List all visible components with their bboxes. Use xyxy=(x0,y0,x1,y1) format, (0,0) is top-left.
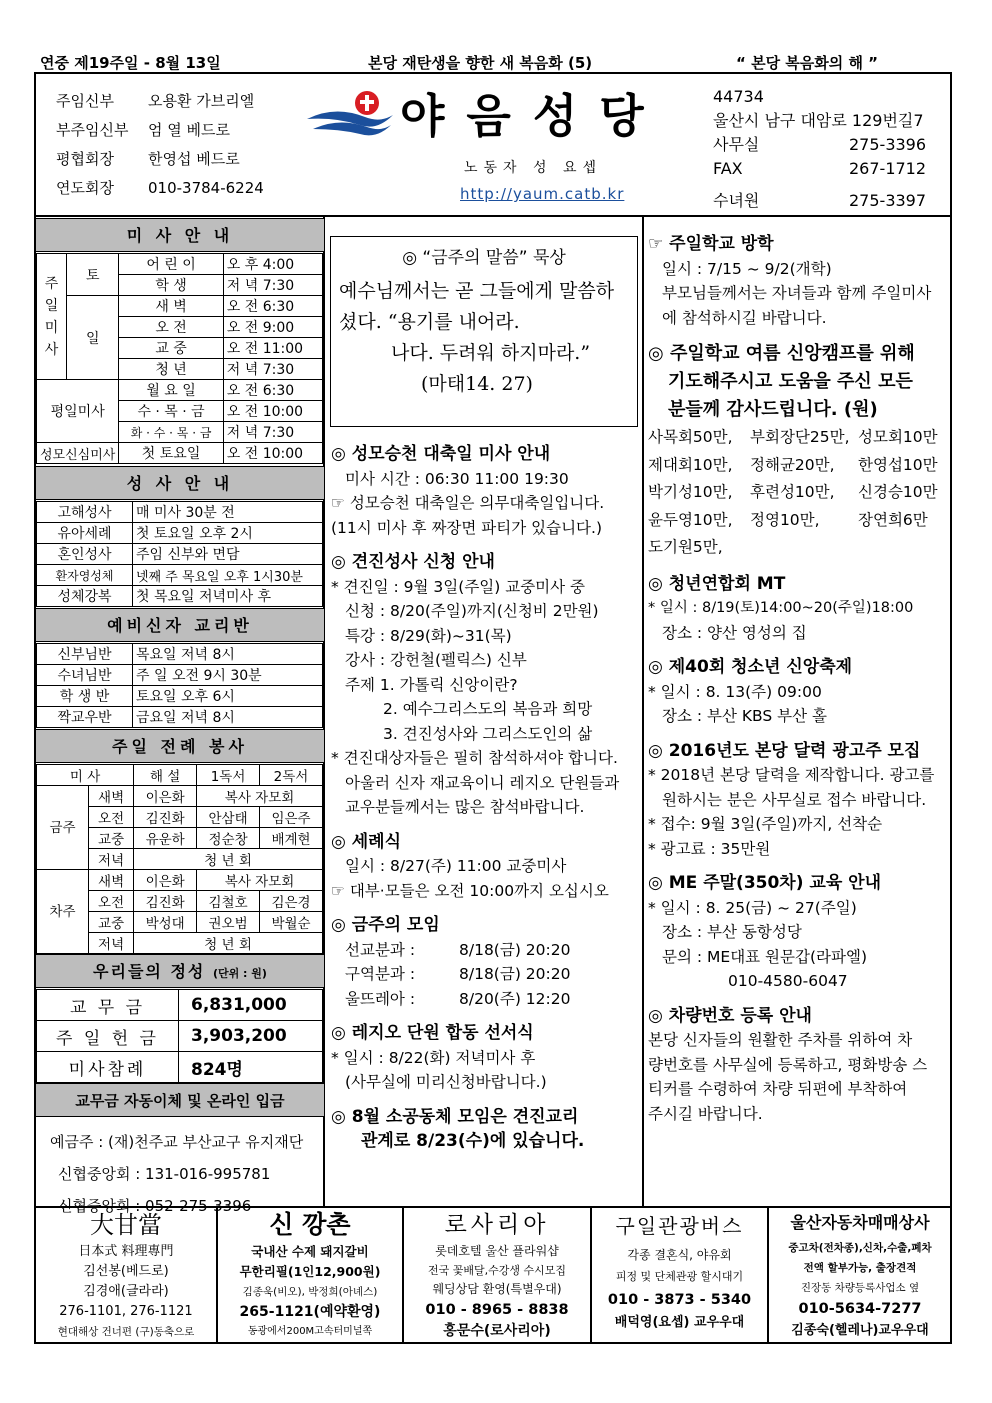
notice-line: 아울러 신자 재교육이니 레지오 단원들과 xyxy=(345,773,620,792)
bank-account: 신협중앙회 : 131-016-995781 xyxy=(58,1165,271,1183)
ad-line: 웨딩상담 환영(특별우대) xyxy=(432,1282,562,1296)
youth-festival-title: ◎ 제40회 청소년 신앙축제 xyxy=(648,657,853,677)
offering-label: 교 무 금 xyxy=(37,990,179,1021)
notice-line: (11시 미사 후 짜장면 파티가 있습니다.) xyxy=(331,518,603,537)
ad-line: 롯데호텔 울산 플라워샵 xyxy=(435,1244,559,1258)
notice-line: 2. 예수그리스도의 복음과 희망 xyxy=(383,700,593,718)
legio-title: ◎ 레지오 단원 합동 선서식 xyxy=(331,1023,534,1043)
notice-line: 부모님들께서는 자녀들과 함께 주일미사 xyxy=(662,284,932,302)
mass-name: 학 생 xyxy=(119,275,223,296)
sacrament-time: 첫 토요일 오후 2시 xyxy=(133,523,323,544)
mass-time: 오 전 9:00 xyxy=(223,317,322,338)
liturgy-commentator: 박성대 xyxy=(134,912,197,933)
liturgy-reader: 복사 자모회 xyxy=(197,870,323,891)
calendar-ad-title: ◎ 2016년도 본당 달력 광고주 모집 xyxy=(648,740,921,761)
staff-role: 평협회장 xyxy=(56,150,114,168)
sacrament-name: 고해성사 xyxy=(37,502,133,523)
mass-time: 오 후 4:00 xyxy=(223,254,322,275)
notice-line: 주시길 바랍니다. xyxy=(648,1104,763,1123)
ad-line: 010-5634-7277 xyxy=(798,1301,922,1317)
ad-line: 각종 결혼식, 야유회 xyxy=(627,1248,732,1262)
staff-role: 부주임신부 xyxy=(56,121,129,139)
liturgy-reader: 김철호 xyxy=(197,891,260,912)
meeting-time: 8/20(주) 12:20 xyxy=(459,989,571,1008)
liturgy-mass: 교중 xyxy=(89,912,134,933)
notice-line: 장소 : 부산 동항성당 xyxy=(662,923,802,941)
sacraments-section-title: 성 사 안 내 xyxy=(36,466,324,500)
sunday-mass-label: 주일미사 xyxy=(37,254,67,380)
community-notice: ◎ 8월 소공동체 모임은 견진교리 xyxy=(331,1106,579,1127)
catechumen-section-title: 예비신자 교리반 xyxy=(36,608,324,642)
baptism-title: ◎ 세례식 xyxy=(331,831,402,852)
liturgy-header: 미 사 xyxy=(37,765,134,786)
ad-line: 김선봉(베드로) xyxy=(83,1264,169,1279)
staff-list xyxy=(56,87,264,203)
first-saturday-label: 성모신심미사 xyxy=(37,443,119,464)
ad-line: 010 - 3873 - 5340 xyxy=(607,1292,752,1308)
class-name: 짝교우반 xyxy=(37,707,133,728)
class-time: 주 일 오전 9시 30분 xyxy=(133,665,323,686)
ad-line: 김종숙(헬레나)교우우대 xyxy=(791,1323,929,1338)
donor: 신경승10만 xyxy=(858,483,938,501)
liturgy-header: 해 설 xyxy=(134,765,197,786)
class-time: 목요일 저녁 8시 xyxy=(133,644,323,665)
sacrament-time: 첫 목요일 저녁미사 후 xyxy=(133,586,323,607)
offering-section-title xyxy=(36,954,324,988)
header-divider xyxy=(34,215,952,217)
mass-schedule-table xyxy=(36,253,323,464)
staff-phone: 010-3784-6224 xyxy=(148,179,264,197)
mass-name: 청 년 xyxy=(119,359,223,380)
notice-line: * 일시 : 8. 25(금) ~ 27(주일) xyxy=(648,898,857,917)
mass-name: 오 전 xyxy=(119,317,223,338)
ad-restaurant xyxy=(36,1208,216,1344)
notice-line: 티커를 수령하여 차량 뒤편에 부착하여 xyxy=(648,1080,908,1098)
notice-line: 량번호를 사무실에 등록하고, 평화방송 스 xyxy=(648,1055,928,1074)
liturgy-group: 청 년 회 xyxy=(134,849,323,870)
staff-role: 주임신부 xyxy=(56,92,114,110)
sacrament-time: 넷째 주 목요일 오후 1시30분 xyxy=(133,565,323,586)
address: 울산시 남구 대암로 129번길7 xyxy=(713,111,924,130)
class-name: 수녀님반 xyxy=(37,665,133,686)
car-registration-title: ◎ 차량번호 등록 안내 xyxy=(648,1005,812,1026)
notice-line: 신청 : 8/20(주일)까지(신청비 2만원) xyxy=(345,602,599,620)
donor: 정영10만, xyxy=(750,510,820,529)
ad-line: 276-1101, 276-1121 xyxy=(59,1304,193,1319)
notice-line: * 일시 : 8/22(화) 저녁미사 후 xyxy=(331,1048,536,1067)
auto-transfer-title: 교무금 자동이체 및 온라인 입금 xyxy=(36,1083,324,1117)
notice-line: * 접수: 9월 3일(주일)까지, 선착순 xyxy=(648,815,883,833)
theme-title: 본당 재탄생을 향한 새 복음화 (5) xyxy=(368,54,593,72)
ad-title: 신 깡촌 xyxy=(269,1210,351,1239)
bank-account: 신협중앙회 : 052-275-3396 xyxy=(58,1197,252,1215)
me-weekend-title: ◎ ME 주말(350차) 교육 안내 xyxy=(648,873,882,893)
notice-line: ☞ 대부·모들은 오전 10:00까지 오십시오 xyxy=(331,881,609,900)
office-phone: 275-3396 xyxy=(849,135,927,154)
notice-line: 일시 : 8/27(주) 11:00 교중미사 xyxy=(345,857,567,875)
donor: 장연희6만 xyxy=(858,510,928,529)
saturday-label: 토 xyxy=(67,254,119,296)
mass-time: 저 녁 7:30 xyxy=(223,275,322,296)
fax-number: 267-1712 xyxy=(849,159,927,178)
mass-time: 저 녁 7:30 xyxy=(223,422,322,443)
notice-line: * 2018년 본당 달력을 제작합니다. 광고를 xyxy=(648,766,935,784)
liturgy-reader: 김은경 xyxy=(260,891,323,912)
ad-tour-bus xyxy=(590,1208,767,1344)
liturgy-mass: 저녁 xyxy=(89,849,134,870)
donor: 부회장단25만, xyxy=(750,428,850,446)
mass-name: 수 · 목 · 금 xyxy=(119,401,223,422)
donor: 한영섭10만 xyxy=(858,455,938,474)
notice-line: 본당 신자들의 원활한 주차를 위하여 차 xyxy=(648,1031,913,1049)
ad-title: 로사리아 xyxy=(444,1212,550,1238)
liturgy-commentator: 김진화 xyxy=(134,891,197,912)
liturgy-mass: 교중 xyxy=(89,828,134,849)
catechumen-table xyxy=(36,643,323,728)
sacrament-time: 매 미사 30분 전 xyxy=(133,502,323,523)
liturgy-header: 2독서 xyxy=(260,765,323,786)
mass-time: 오 전 10:00 xyxy=(223,401,322,422)
notice-line: 문의 : ME대표 원문갑(라파엘) xyxy=(662,947,867,966)
ad-line: 진장동 차량등록사업소 옆 xyxy=(800,1282,920,1294)
offering-title: 우리들의 정성 xyxy=(93,962,206,981)
offering-label: 주 일 헌 금 xyxy=(37,1021,179,1052)
parish-url-link[interactable]: http://yaum.catb.kr xyxy=(460,185,625,203)
offering-amount: 3,903,200 xyxy=(179,1021,323,1052)
contact-label: 수녀원 xyxy=(713,191,760,210)
weekday-mass-label: 평일미사 xyxy=(37,380,119,443)
scripture-line: 나다. 두려워 하지마라.” xyxy=(391,342,591,364)
ad-line: 국내산 수제 돼지갈비 xyxy=(251,1244,369,1259)
parish-name: 야음성당 xyxy=(400,89,666,143)
youth-mt-title: ◎ 청년연합회 MT xyxy=(648,573,786,594)
notice-line: * 견진일 : 9월 3일(주일) 교중미사 중 xyxy=(331,577,586,596)
donor: 도기원5만, xyxy=(648,538,723,556)
offering-table xyxy=(36,989,323,1083)
offering-unit: (단위 : 원) xyxy=(212,967,267,980)
vacation-title: ☞ 주일학교 방학 xyxy=(648,234,774,254)
donor: 성모회10만 xyxy=(858,428,938,446)
attendance-count: 824명 xyxy=(179,1052,323,1083)
class-time: 토요일 오후 6시 xyxy=(133,686,323,707)
ad-title: 구일관광버스 xyxy=(615,1214,744,1238)
notice-line: * 일시 : 8. 13(주) 09:00 xyxy=(648,682,822,701)
ad-line: 홍문수(로사리아) xyxy=(443,1323,551,1339)
notice-line: 주제 1. 가톨릭 신앙이란? xyxy=(345,675,518,694)
meeting-group: 선교분과 : xyxy=(345,940,416,959)
mass-time: 저 녁 7:30 xyxy=(223,359,322,380)
notice-line: (사무실에 미리신청바랍니다.) xyxy=(345,1073,547,1091)
donor: 후련성10만, xyxy=(750,483,835,501)
this-week-label: 금주 xyxy=(37,786,89,870)
ad-line: 김경애(글라라) xyxy=(83,1284,169,1299)
class-name: 학 생 반 xyxy=(37,686,133,707)
parish-patron: 노동자 성 요셉 xyxy=(464,160,603,176)
column-divider xyxy=(642,216,644,1208)
ad-title: 大甘當 xyxy=(90,1211,162,1239)
scripture-line: 예수님께서는 곧 그들에게 말씀하 xyxy=(339,280,615,302)
ad-line: 동광에서200M고속터미널쪽 xyxy=(247,1326,373,1337)
liturgy-reader: 복사 자모회 xyxy=(197,786,323,807)
ad-galbi xyxy=(216,1208,402,1344)
ad-line: 중고차(전차종),신차,수출,폐차 xyxy=(788,1242,932,1254)
donor: 제대회10만, xyxy=(648,455,733,474)
liturgy-mass: 오전 xyxy=(89,891,134,912)
mass-time: 오 전 10:00 xyxy=(223,443,322,464)
meeting-group: 구역분과 : xyxy=(345,965,416,983)
sacrament-time: 주임 신부와 면담 xyxy=(133,544,323,565)
issue-date: 연중 제19주일 - 8월 13일 xyxy=(40,54,221,72)
right-notices xyxy=(648,222,950,1126)
sacraments-table xyxy=(36,501,323,607)
postal-code: 44734 xyxy=(713,87,764,106)
notice-line: 교우분들께서는 많은 참석바랍니다. xyxy=(345,798,585,816)
notice-line: ☞ 성모승천 대축일은 의무대축일입니다. xyxy=(331,494,605,512)
mass-name: 월 요 일 xyxy=(119,380,223,401)
notice-line: 에 참석하시길 바랍니다. xyxy=(662,308,827,327)
donor: 윤두영10만, xyxy=(648,510,733,529)
staff-name: 엄 열 베드로 xyxy=(148,121,230,139)
notice-line: 장소 : 양산 영성의 집 xyxy=(662,623,807,642)
offering-label: 미사참례 xyxy=(37,1052,179,1083)
ad-line: 피정 및 단체관광 할시대기 xyxy=(615,1270,744,1283)
class-time: 금요일 저녁 8시 xyxy=(133,707,323,728)
notice-line: 3. 견진성사와 그리스도인의 삶 xyxy=(383,724,593,743)
ad-car-dealer xyxy=(767,1208,951,1344)
notice-line: 일시 : 7/15 ~ 9/2(개학) xyxy=(662,259,832,278)
ad-line: 배덕영(요셉) 교우우대 xyxy=(614,1315,745,1330)
mass-name: 새 벽 xyxy=(119,296,223,317)
donor: 사목회50만, xyxy=(648,428,733,446)
liturgy-commentator: 유운하 xyxy=(134,828,197,849)
liturgy-reader: 권오범 xyxy=(197,912,260,933)
scripture-reference: (마태14. 27) xyxy=(421,373,533,395)
liturgy-reader: 정순창 xyxy=(197,828,260,849)
liturgy-commentator: 이은화 xyxy=(134,870,197,891)
liturgy-section-title: 주일 전례 봉사 xyxy=(36,729,324,763)
sacrament-name: 유아세례 xyxy=(37,523,133,544)
staff-name: 오용환 가브리엘 xyxy=(148,92,255,110)
ad-line: 전국 꽃배달,수강생 수시모집 xyxy=(427,1264,566,1277)
mass-time: 오 전 6:30 xyxy=(223,296,322,317)
convent-phone: 275-3397 xyxy=(849,191,927,210)
ad-line: 현대해상 건너편 (구)동축으로 xyxy=(57,1326,195,1338)
notice-line: 010-4580-6047 xyxy=(728,972,848,990)
middle-notices xyxy=(331,432,641,1154)
meetings-title: ◎ 금주의 모임 xyxy=(331,915,440,935)
weekly-word-title: ◎ “금주의 말씀” 묵상 xyxy=(402,248,566,268)
contact-label: 사무실 xyxy=(713,135,760,154)
assumption-title: ◎ 성모승천 대축일 미사 안내 xyxy=(331,444,551,464)
donor: 박기성10만, xyxy=(648,483,733,501)
account-holder: 예금주 : (재)천주교 부산교구 유지재단 xyxy=(50,1133,304,1151)
ad-line: 265-1121(예약환영) xyxy=(239,1304,381,1320)
mass-section-title: 미 사 안 내 xyxy=(36,218,324,252)
liturgy-table xyxy=(36,764,323,954)
mass-name: 어 린 이 xyxy=(119,254,223,275)
liturgy-group: 청 년 회 xyxy=(134,933,323,954)
mass-name: 화 · 수 · 목 · 금 xyxy=(119,422,223,443)
mass-time: 오 전 6:30 xyxy=(223,380,322,401)
sacrament-name: 성체강복 xyxy=(37,586,133,607)
mass-time: 오 전 11:00 xyxy=(223,338,322,359)
liturgy-reader: 박월순 xyxy=(260,912,323,933)
staff-name: 한영섭 베드로 xyxy=(148,150,240,168)
camp-title: 분들께 감사드립니다. (원) xyxy=(668,399,878,420)
parish-logo xyxy=(305,87,395,147)
ad-flower-shop xyxy=(402,1208,590,1344)
camp-title: 기도해주시고 도움을 주신 모든 xyxy=(668,371,913,392)
ad-title: 울산자동차매매상사 xyxy=(790,1213,930,1232)
class-name: 신부님반 xyxy=(37,644,133,665)
liturgy-reader: 배계현 xyxy=(260,828,323,849)
liturgy-reader: 임은주 xyxy=(260,807,323,828)
liturgy-header: 1독서 xyxy=(197,765,260,786)
notice-line: 강사 : 강헌철(펠릭스) 신부 xyxy=(345,651,527,669)
sacrament-name: 환자영성체 xyxy=(37,565,133,586)
notice-line: * 일시 : 8/19(토)14:00~20(주일)18:00 xyxy=(648,600,914,616)
meeting-group: 울뜨레아 : xyxy=(345,989,416,1008)
confirmation-title: ◎ 견진성사 신청 안내 xyxy=(331,552,495,572)
ad-line: 무한리필(1인12,900원) xyxy=(239,1264,381,1279)
liturgy-commentator: 이은화 xyxy=(134,786,197,807)
community-notice: 관계로 8/23(수)에 있습니다. xyxy=(361,1131,585,1151)
liturgy-mass: 저녁 xyxy=(89,933,134,954)
offering-amount: 6,831,000 xyxy=(179,990,323,1021)
ad-line: 김종욱(비오), 박정희(아녜스) xyxy=(242,1286,378,1298)
liturgy-mass: 새벽 xyxy=(89,786,134,807)
notice-line: 원하시는 분은 사무실로 접수 바랍니다. xyxy=(662,790,927,809)
staff-role: 연도회장 xyxy=(56,179,114,197)
column-divider xyxy=(323,216,325,1208)
liturgy-commentator: 김진화 xyxy=(134,807,197,828)
next-week-label: 차주 xyxy=(37,870,89,954)
mass-name: 교 중 xyxy=(119,338,223,359)
scripture-line: 셨다. “용기를 내어라. xyxy=(339,311,520,333)
notice-line: 특강 : 8/29(화)~31(목) xyxy=(345,626,512,645)
sunday-label: 일 xyxy=(67,296,119,380)
address-block xyxy=(713,85,926,213)
liturgy-mass: 오전 xyxy=(89,807,134,828)
notice-line: * 견진대상자들은 필히 참석하셔야 합니다. xyxy=(331,749,618,767)
donor: 정해균20만, xyxy=(750,455,835,474)
liturgy-mass: 새벽 xyxy=(89,870,134,891)
notice-line: * 광고료 : 35만원 xyxy=(648,839,771,858)
ad-line: 010 - 8965 - 8838 xyxy=(425,1302,569,1318)
meeting-time: 8/18(금) 20:20 xyxy=(459,965,571,983)
camp-title: ◎ 주일학교 여름 신앙캠프를 위해 xyxy=(648,343,915,364)
contact-label: FAX xyxy=(713,159,743,178)
sacrament-name: 혼인성사 xyxy=(37,544,133,565)
notice-line: 미사 시간 : 06:30 11:00 19:30 xyxy=(345,469,569,488)
notice-line: 장소 : 부산 KBS 부산 홀 xyxy=(662,707,828,725)
ad-line: 日本式 料理專門 xyxy=(78,1244,174,1259)
ad-line: 전액 할부가능, 출장견적 xyxy=(803,1262,917,1274)
mass-name: 첫 토요일 xyxy=(119,443,223,464)
liturgy-reader: 안삼태 xyxy=(197,807,260,828)
year-motto: “ 본당 복음화의 해 ” xyxy=(736,54,879,72)
meeting-time: 8/18(금) 20:20 xyxy=(459,940,571,959)
weekly-word-box xyxy=(330,236,638,427)
